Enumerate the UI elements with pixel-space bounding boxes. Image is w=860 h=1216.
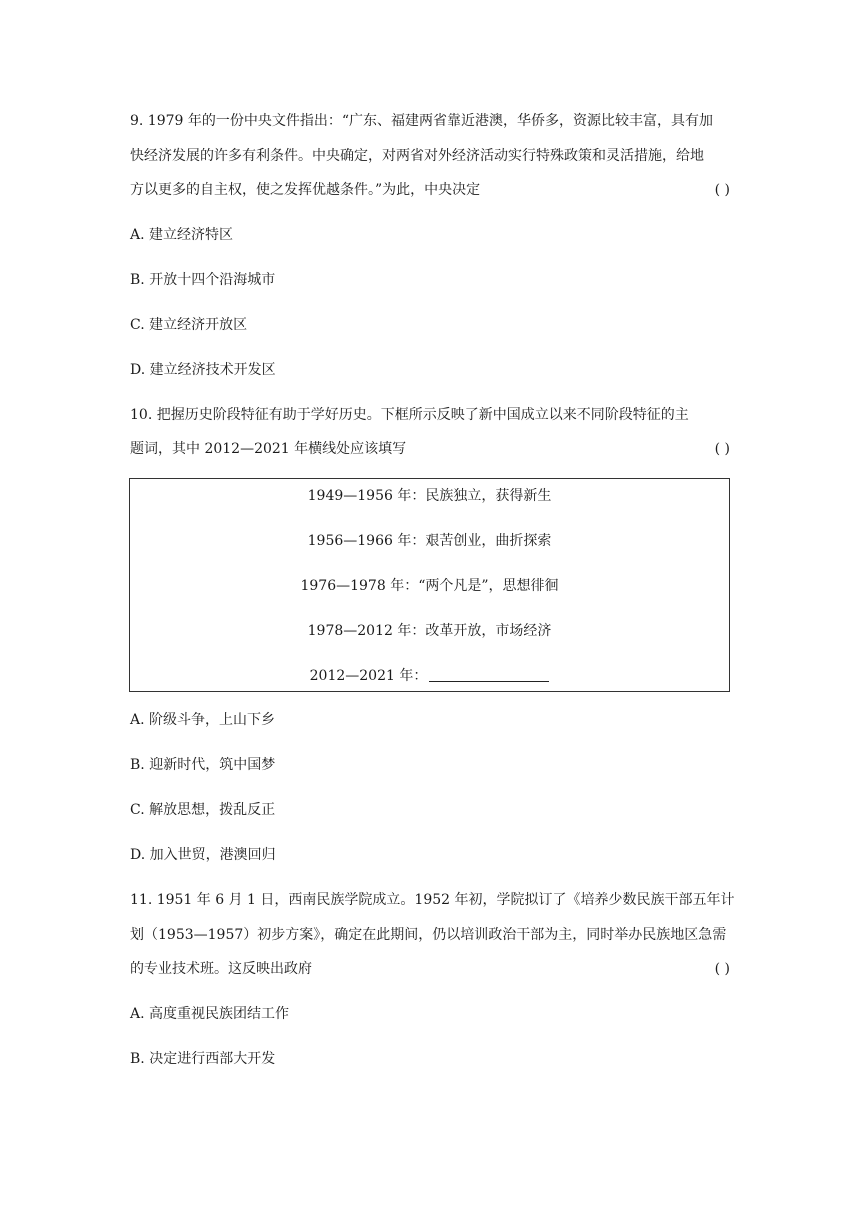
q11-option-a: A. 高度重视民族团结工作: [130, 1006, 290, 1022]
q9-option-a: A. 建立经济特区: [130, 227, 234, 243]
q11-option-b: B. 决定进行西部大开发: [130, 1051, 276, 1067]
timeline-row-2012: [130, 666, 729, 686]
timeline-row-1949: 1949—1956 年：民族独立，获得新生: [307, 488, 552, 504]
q9-option-b: B. 开放十四个沿海城市: [130, 272, 276, 288]
q11-stem-line-2: 划（1953—1957）初步方案》，确定在此期间，仍以培训政治干部为主，同时举办民族地区急需: [130, 927, 727, 943]
timeline-row-1956: 1956—1966 年：艰苦创业，曲折探索: [307, 533, 552, 549]
q10-timeline-box: [129, 478, 730, 692]
q10-option-a: A. 阶级斗争，上山下乡: [130, 712, 276, 728]
q10-stem-line-2: [130, 439, 730, 459]
q9-stem-line-3: [130, 180, 730, 200]
q9-stem-line-1: 9. 1979 年的一份中央文件指出：“广东、福建两省靠近港澳，华侨多，资源比较丰富，具有加: [130, 113, 714, 129]
q10-option-c: C. 解放思想，拨乱反正: [130, 802, 276, 818]
timeline-row-1978: 1978—2012 年：改革开放，市场经济: [307, 623, 552, 639]
q10-option-b: B. 迎新时代，筑中国梦: [130, 757, 276, 773]
timeline-row-2012-label: 2012—2021 年：: [309, 668, 428, 684]
q11-stem-line-1: 11. 1951 年 6 月 1 日，西南民族学院成立。1952 年初，学院拟订了《培养少数民族干部五年计: [130, 892, 735, 908]
q11-stem-line-3: [130, 959, 730, 979]
q10-option-d: D. 加入世贸，港澳回归: [130, 847, 276, 863]
q10-answer-bracket: ( ): [714, 441, 730, 457]
fill-in-blank-line: [429, 667, 549, 682]
q11-answer-bracket: ( ): [714, 961, 730, 977]
q9-answer-bracket: ( ): [714, 182, 730, 198]
q10-stem-line-1: 10. 把握历史阶段特征有助于学好历史。下框所示反映了新中国成立以来不同阶段特征的主: [130, 407, 689, 423]
q10-stem-text: 题词，其中 2012—2021 年横线处应该填写: [130, 441, 407, 457]
timeline-row-1976: 1976—1978 年：“两个凡是”，思想徘徊: [300, 578, 559, 594]
q11-stem-text: 的专业技术班。这反映出政府: [130, 961, 312, 977]
q9-stem-text: 方以更多的自主权，使之发挥优越条件。”为此，中央决定: [130, 182, 481, 198]
q9-option-d: D. 建立经济技术开发区: [130, 362, 276, 378]
q9-option-c: C. 建立经济开放区: [130, 317, 248, 333]
q9-stem-line-2: 快经济发展的许多有利条件。中央确定，对两省对外经济活动实行特殊政策和灵活措施，给地: [130, 148, 704, 164]
